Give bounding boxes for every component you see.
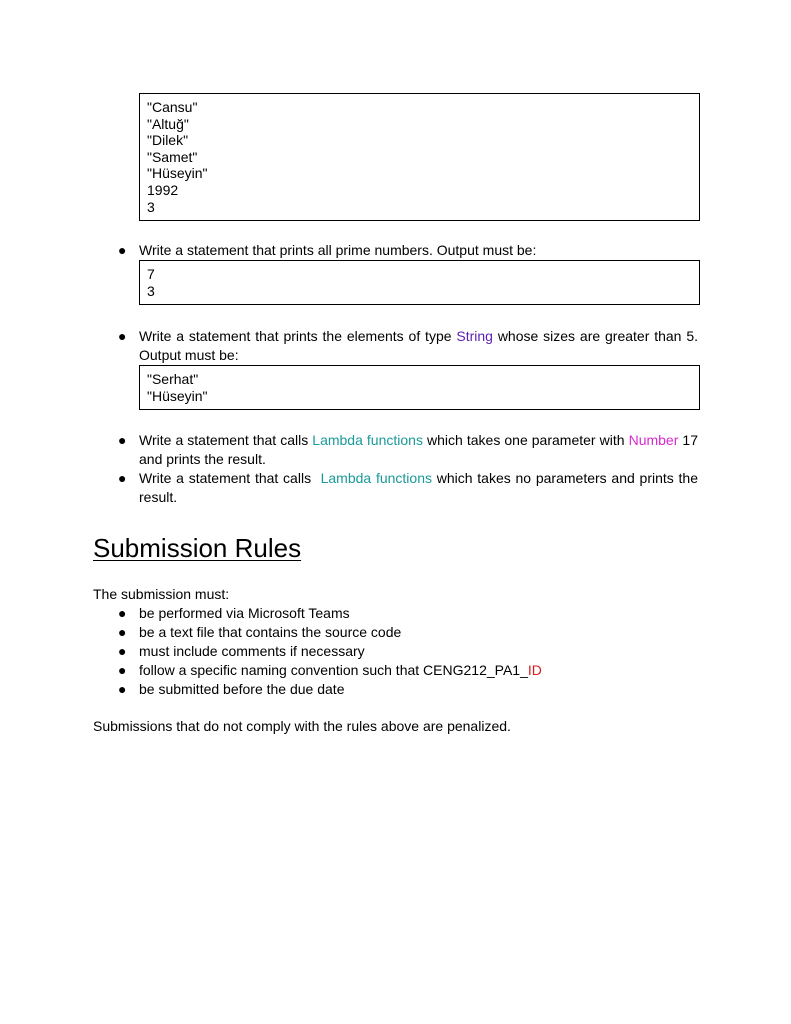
bullet-icon: ● xyxy=(118,470,127,486)
lambda-functions-link[interactable]: Lambda functions xyxy=(312,432,423,448)
task-lambda-noparam-text xyxy=(139,469,698,507)
lambda-functions-link[interactable]: Lambda functions xyxy=(320,470,432,486)
rule-text: be submitted before the due date xyxy=(139,681,345,697)
output-line: 1992 xyxy=(147,181,179,198)
output-line: "Hüseyin" xyxy=(147,165,208,182)
text-fragment: Write a statement that calls xyxy=(139,470,321,486)
output-line: 7 xyxy=(147,266,155,282)
output-line: "Dilek" xyxy=(147,132,189,149)
bullet-icon: ● xyxy=(118,643,127,659)
bullet-icon: ● xyxy=(118,681,127,697)
text-fragment: whose sizes are greater than 5. Output must be: xyxy=(139,328,698,363)
bullet-icon: ● xyxy=(118,662,127,678)
output-line: "Samet" xyxy=(147,148,198,165)
text-fragment: which takes no parameters and prints the result. xyxy=(139,470,698,505)
output-line: "Cansu" xyxy=(147,99,198,115)
id-placeholder: ID xyxy=(527,662,542,678)
text-fragment: Write a statement that calls xyxy=(139,432,313,448)
rule-text: must include comments if necessary xyxy=(139,643,365,659)
number-type-link[interactable]: Number xyxy=(628,432,679,448)
bullet-icon: ● xyxy=(118,624,127,640)
output-box-strings xyxy=(139,365,700,410)
bullet-icon: ● xyxy=(118,605,127,621)
string-type-link[interactable]: String xyxy=(456,328,493,344)
text-fragment: follow a specific naming convention such that CENG212_PA1_ xyxy=(139,662,528,678)
rule-text: be a text file that contains the source code xyxy=(139,624,402,640)
text-fragment: Write a statement that prints the elements of type xyxy=(139,328,457,344)
task-string-text xyxy=(139,327,698,365)
output-box-primes xyxy=(139,260,700,305)
task-prime-text: Write a statement that prints all prime numbers. Output must be: xyxy=(139,242,537,258)
bullet-icon: ● xyxy=(118,328,127,344)
bullet-icon: ● xyxy=(118,432,127,448)
rule-text-naming xyxy=(139,661,542,680)
output-line: "Hüseyin" xyxy=(147,387,208,404)
text-fragment: 17 and prints the result. xyxy=(139,432,698,467)
section-title: Submission Rules xyxy=(93,533,302,563)
submission-intro: The submission must: xyxy=(93,586,230,602)
output-line: 3 xyxy=(147,198,155,215)
output-line: "Serhat" xyxy=(147,371,199,387)
output-box-names xyxy=(139,93,700,221)
penalty-note: Submissions that do not comply with the rules above are penalized. xyxy=(93,718,511,734)
text-fragment: which takes one parameter with xyxy=(422,432,629,448)
bullet-icon: ● xyxy=(118,242,127,258)
output-line: "Altuğ" xyxy=(147,115,189,132)
task-lambda-param-text xyxy=(139,431,698,469)
rule-text: be performed via Microsoft Teams xyxy=(139,605,350,621)
output-line: 3 xyxy=(147,282,155,299)
